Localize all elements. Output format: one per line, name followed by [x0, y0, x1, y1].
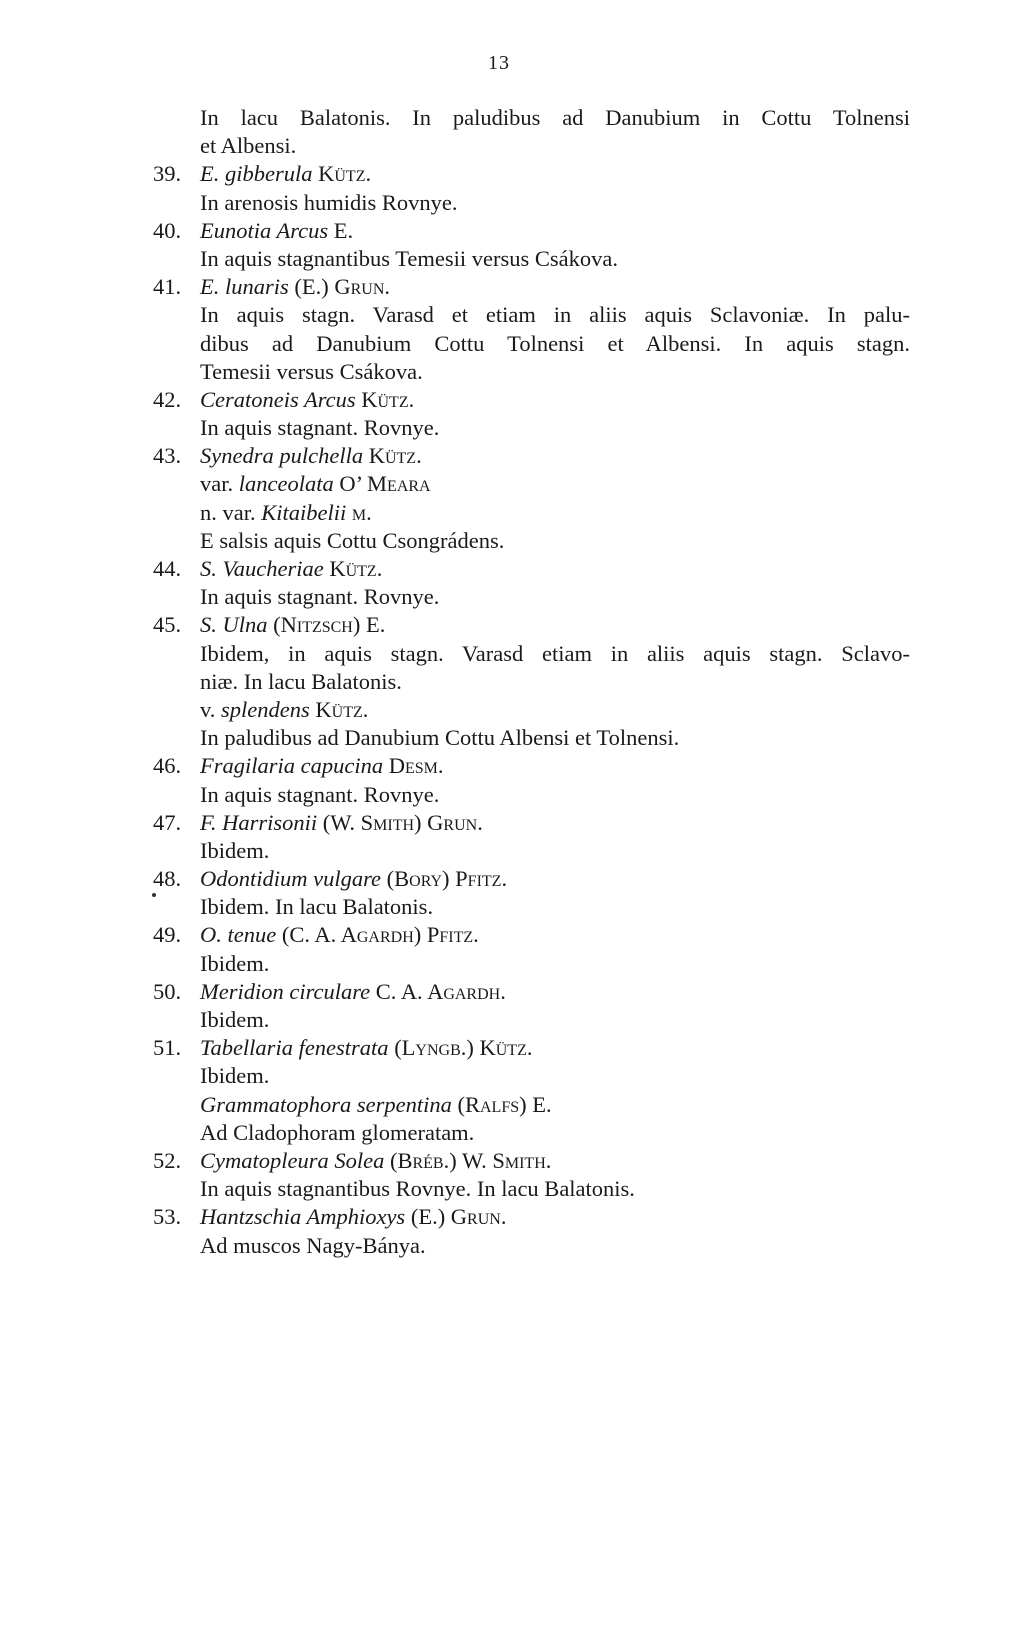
variety-prefix: n. var.	[200, 499, 256, 525]
locality-line: In lacu Balatonis. In paludibus ad Danubium in Cottu Tolnensi	[200, 105, 910, 130]
taxon-name: lanceolata	[238, 471, 334, 497]
taxon-name: Cymatopleura Solea	[200, 1147, 385, 1173]
taxon-author: O’ Meara	[339, 471, 431, 497]
taxon-name: O. tenue	[200, 922, 277, 948]
locality-line: Ibidem.	[200, 1063, 270, 1089]
entry-number: 43.	[153, 443, 182, 469]
species-list	[153, 104, 910, 1260]
locality-line: Ibidem.	[200, 837, 270, 863]
locality-line: Temesii versus Csákova.	[200, 358, 423, 384]
entry-number: 42.	[153, 386, 182, 412]
taxon-author: E.	[333, 217, 354, 243]
species-entry	[153, 865, 910, 893]
taxon-name: Odontidium vulgare	[200, 866, 382, 892]
entry-number: 47.	[153, 809, 182, 835]
taxon-author: Kütz.	[329, 556, 383, 581]
locality-line: et Albensi.	[200, 133, 297, 159]
locality-line: Ad Cladophoram glomeratam.	[200, 1119, 475, 1145]
species-entry	[153, 217, 910, 245]
locality-line: Ad muscos Nagy-Bánya.	[200, 1232, 426, 1258]
variety-entry	[200, 1091, 910, 1119]
taxon-author: (Lyngb.) Kütz.	[394, 1035, 533, 1061]
taxon-name: Tabellaria fenestrata	[200, 1035, 389, 1061]
print-speck	[152, 893, 156, 897]
entry-number: 40.	[153, 217, 182, 243]
taxon-author: (E.) Grun.	[410, 1204, 507, 1230]
entry-number: 51.	[153, 1035, 182, 1061]
taxon-author: Kütz.	[368, 443, 422, 469]
locality-line: niæ. In lacu Balatonis.	[200, 668, 402, 694]
locality-line: In aquis stagnant. Rovnye.	[200, 415, 440, 441]
species-entry	[153, 386, 910, 414]
species-entry	[153, 1034, 910, 1062]
taxon-name: E. lunaris	[200, 274, 289, 300]
taxon-author: (W. Smith) Grun.	[322, 809, 483, 835]
locality-line: Ibidem.	[200, 950, 270, 976]
taxon-author: (E.) Grun.	[294, 274, 391, 300]
taxon-author: m.	[351, 499, 372, 525]
locality-line: In aquis stagnantibus Temesii versus Csákova.	[200, 245, 618, 271]
entry-number: 49.	[153, 922, 182, 948]
taxon-author: (Bory) Pfitz.	[386, 866, 508, 892]
locality-line: Ibidem.	[200, 1007, 270, 1032]
entry-number: 44.	[153, 556, 182, 581]
locality-line: Ibidem. In lacu Balatonis.	[200, 894, 434, 920]
taxon-author: (Bréb.) W. Smith.	[389, 1147, 552, 1173]
variety-entry	[200, 696, 910, 724]
taxon-author: (C. A. Agardh) Pfitz.	[281, 922, 479, 948]
taxon-name: Kitaibelii	[261, 499, 347, 525]
taxon-author: (Nitzsch) E.	[273, 612, 386, 638]
taxon-name: Ceratoneis Arcus	[200, 386, 356, 412]
entry-number: 39.	[153, 161, 182, 187]
locality-line: In arenosis humidis Rovnye.	[200, 189, 458, 215]
locality-line: Ibidem, in aquis stagn. Varasd etiam in aliis aquis stagn. Sclavo-	[200, 640, 910, 666]
entry-number: 46.	[153, 753, 182, 779]
locality-line: In aquis stagnant. Rovnye.	[200, 781, 440, 807]
entry-number: 45.	[153, 612, 182, 638]
taxon-name: F. Harrisonii	[200, 809, 318, 835]
variety-entry	[200, 499, 910, 527]
locality-line: E salsis aquis Cottu Csongrádens.	[200, 527, 505, 553]
entry-number: 48.	[153, 866, 182, 892]
taxon-name: E. gibberula	[200, 161, 313, 187]
taxon-author: Kütz.	[361, 386, 415, 412]
locality-line: In paludibus ad Danubium Cottu Albensi et Tolnensi.	[200, 725, 680, 751]
species-entry	[153, 809, 910, 837]
variety-prefix: v.	[200, 696, 216, 722]
entry-number: 50.	[153, 978, 182, 1004]
taxon-name: Fragilaria capucina	[200, 753, 384, 779]
species-entry	[153, 273, 910, 301]
species-entry	[153, 442, 910, 470]
entry-number: 53.	[153, 1204, 182, 1230]
taxon-name: Meridion circulare	[200, 978, 371, 1004]
page-number: 13	[488, 52, 510, 74]
taxon-name: splendens	[221, 696, 310, 722]
species-entry	[153, 1203, 910, 1231]
entry-number: 41.	[153, 274, 182, 300]
taxon-name: S. Vaucheriae	[200, 556, 324, 581]
species-entry	[153, 611, 910, 639]
species-entry	[153, 921, 910, 949]
locality-line: In aquis stagn. Varasd et etiam in aliis aquis Sclavoniæ. In palu-	[200, 302, 910, 328]
taxon-author: C. A. Agardh.	[375, 978, 506, 1004]
taxon-author: Kütz.	[318, 161, 372, 187]
variety-prefix: var.	[200, 471, 234, 497]
species-entry	[153, 752, 910, 780]
locality-line: dibus ad Danubium Cottu Tolnensi et Albensi. In aquis stagn.	[200, 330, 910, 356]
species-entry	[153, 555, 910, 583]
entry-number: 52.	[153, 1147, 182, 1173]
taxon-name: Synedra pulchella	[200, 443, 364, 469]
taxon-name: Hantzschia Amphioxys	[200, 1204, 406, 1230]
locality-line: In aquis stagnantibus Rovnye. In lacu Balatonis.	[200, 1176, 635, 1202]
taxon-name: S. Ulna	[200, 612, 268, 638]
species-entry	[153, 978, 910, 1006]
species-entry	[153, 1147, 910, 1175]
taxon-name: Grammatophora serpentina	[200, 1091, 452, 1117]
taxon-author: Desm.	[388, 753, 444, 779]
species-entry	[153, 160, 910, 188]
locality-line: In aquis stagnant. Rovnye.	[200, 584, 440, 610]
taxon-name: Eunotia Arcus	[200, 217, 329, 243]
variety-entry	[200, 470, 910, 498]
taxon-author: Kütz.	[315, 696, 369, 722]
taxon-author: (Ralfs) E.	[457, 1091, 552, 1117]
